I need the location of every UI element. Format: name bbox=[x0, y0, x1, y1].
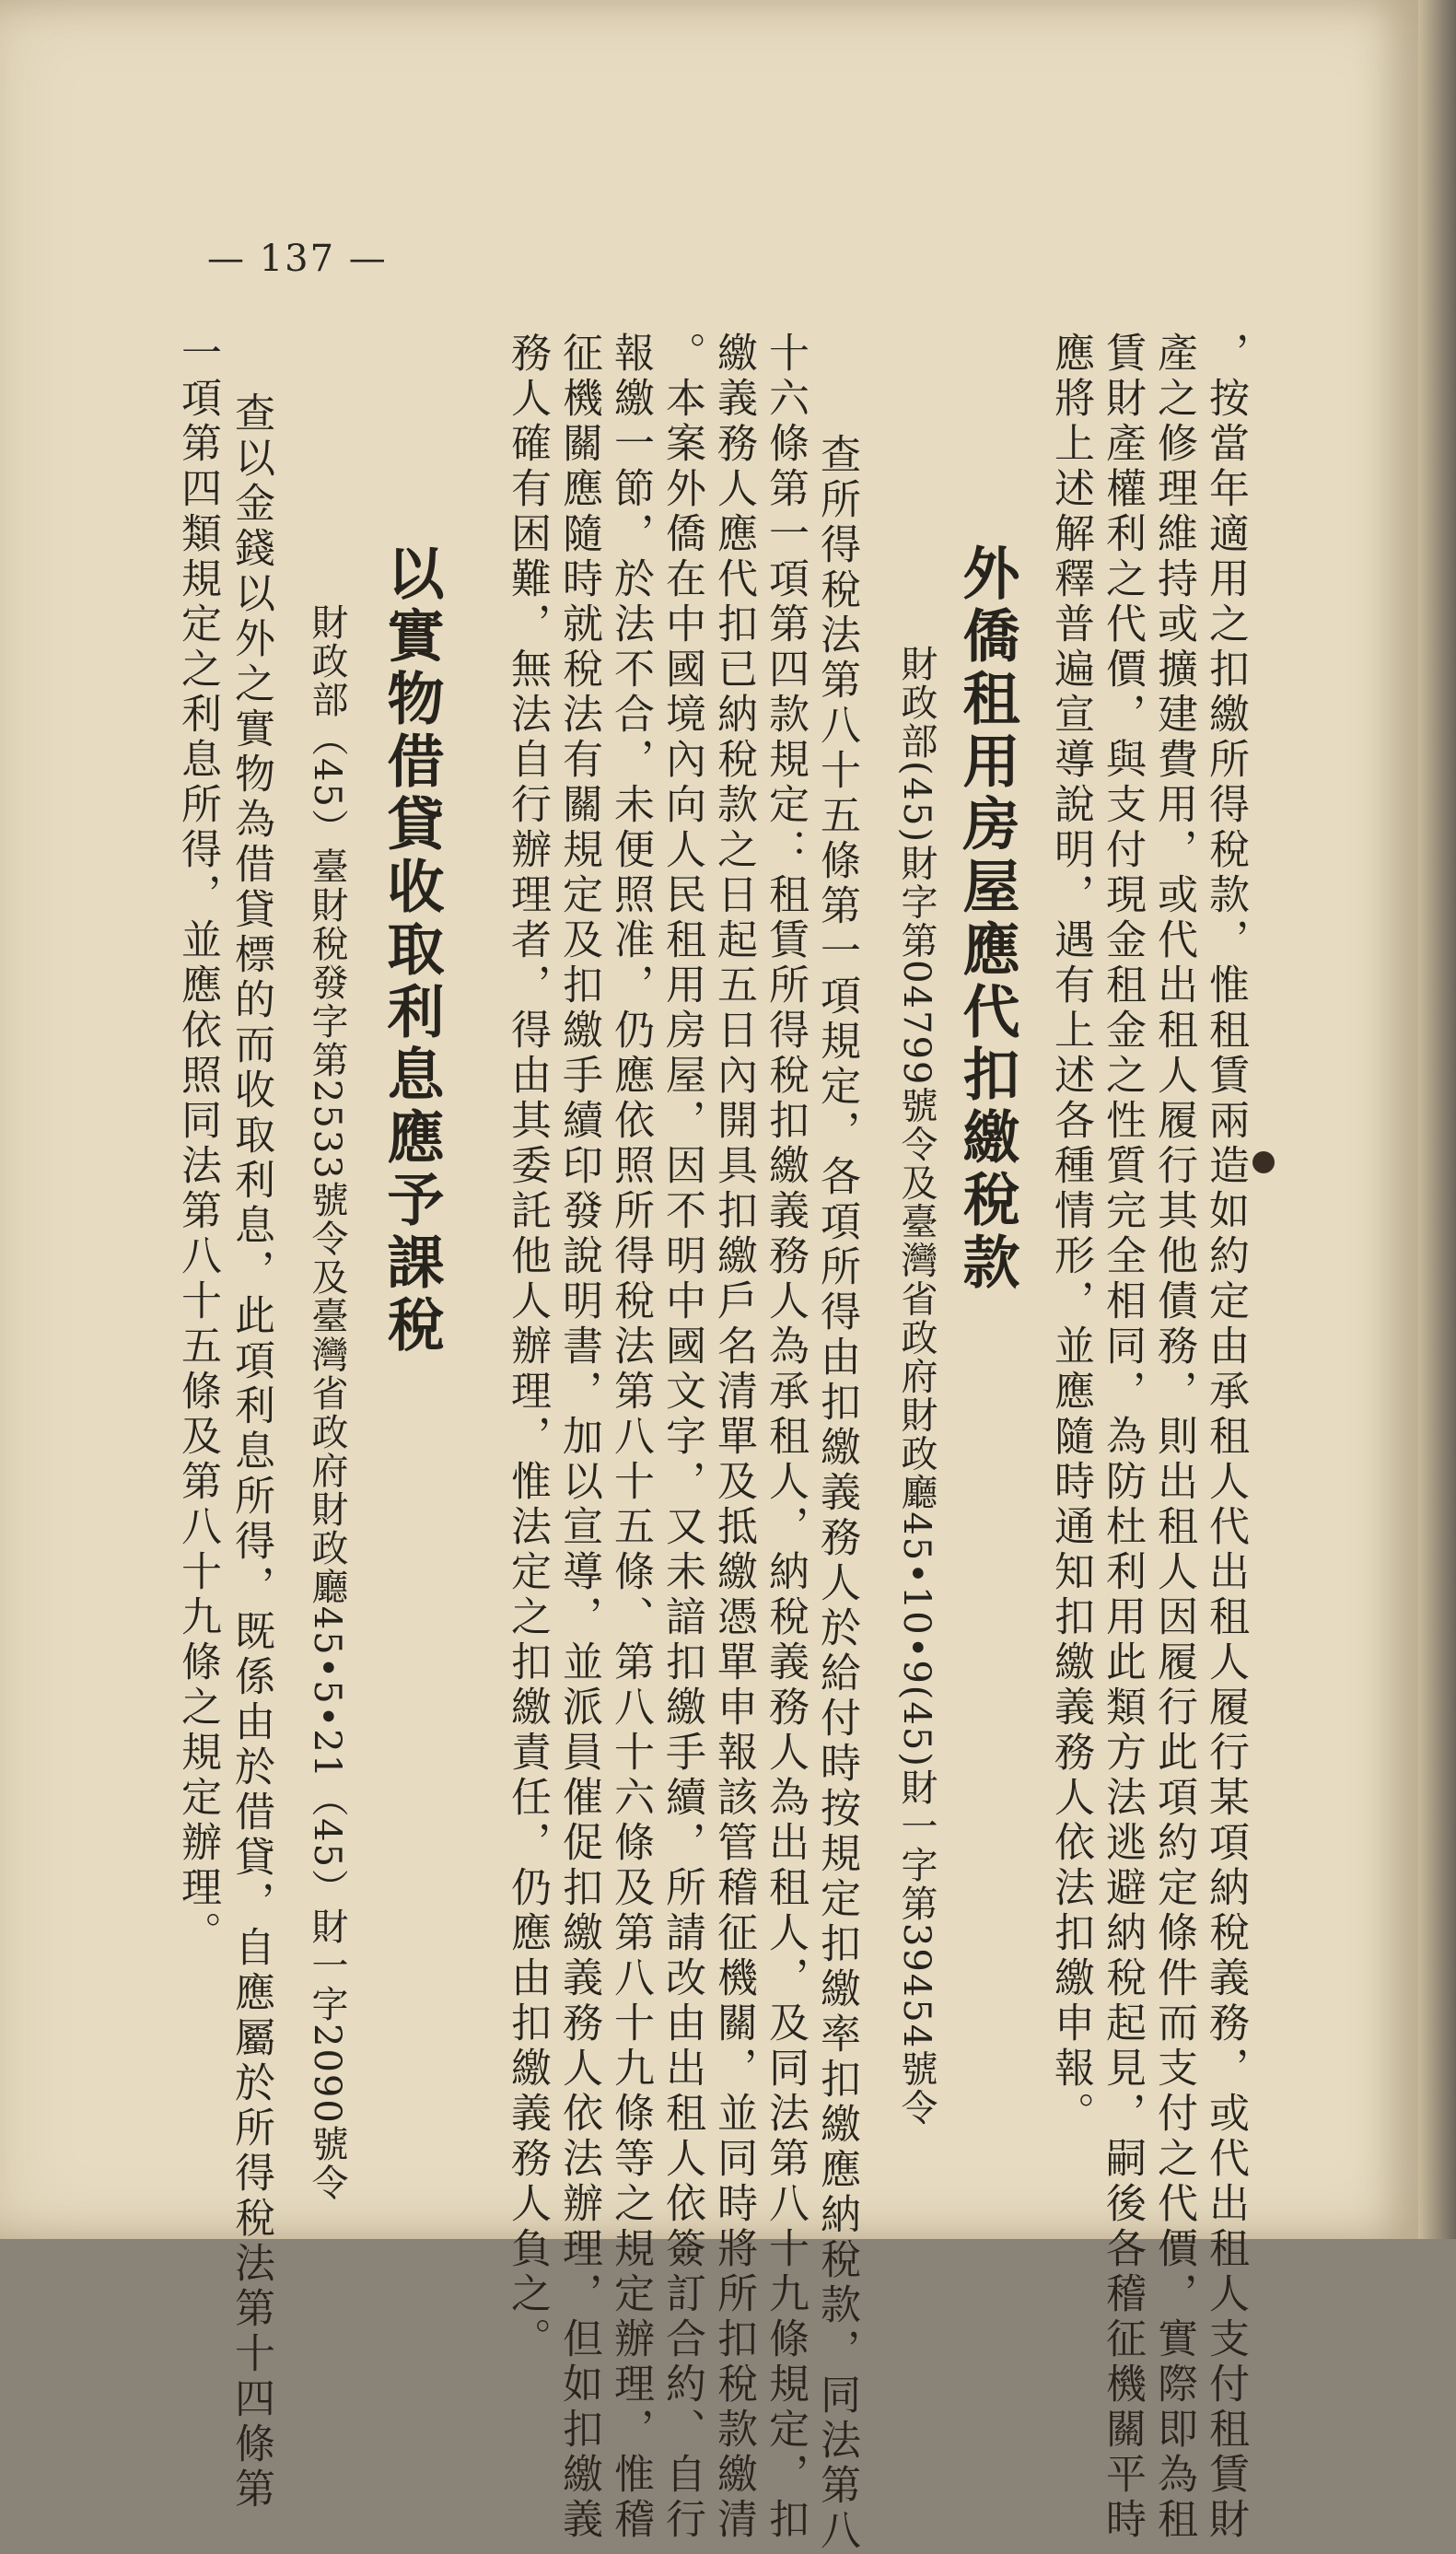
section-title: 外僑租用房屋應代扣繳稅款 bbox=[953, 543, 1020, 1295]
body-line: 。本案外僑在中國境內向人民租用房屋，因不明中國文字，又未諳扣繳手續，所請改由出租人依簽訂合約、自行 bbox=[658, 332, 705, 2543]
ink-stain bbox=[1252, 1151, 1275, 1173]
body-line: 征機關應隨時就稅法有關規定及扣繳手續印發說明書，加以宣導，並派員催促扣繳義務人依法辦理，但如扣繳義 bbox=[555, 332, 602, 2543]
continuation-line: 應將上述解釋普遍宣導說明，遇有上述各種情形，並應隨時通知扣繳義務人依法扣繳申報。 bbox=[1047, 332, 1094, 2137]
continuation-line: 產之修理維持或擴建費用，或代出租人履行其他債務，則出租人因履行此項約定條件而支付之代價，實際即為租 bbox=[1150, 332, 1197, 2543]
body-line: 報繳一節，於法不合，未便照准，仍應依照所得稅法第八十五條、第八十六條及第八十九條等之規定辦理，惟稽 bbox=[607, 332, 654, 2543]
body-line: 查以金錢以外之實物為借貸標的而收取利息，此項利息所得，既係由於借貸，自應屬於所得稅法第十四條第 bbox=[227, 391, 274, 2513]
body-line: 十六條第一項第四款規定：租賃所得稅扣繳義務人為承租人，納稅義務人為出租人，及同法第八十九條規定，扣 bbox=[762, 332, 809, 2543]
page-edge bbox=[1418, 0, 1456, 2239]
body-line: 一項第四類規定之利息所得，並應依照同法第八十五條及第八十九條之規定辦理。 bbox=[174, 332, 221, 1956]
body-line: 繳義務人應代扣已納稅款之日起五日內開具扣繳戶名清單及抵繳憑單申報該管稽征機關，並同時將所扣稅款繳清 bbox=[710, 332, 757, 2543]
continuation-line: 賃財產權利之代價，與支付現金租金之性質完全相同，為防杜利用此類方法逃避納稅起見，嗣後各稽征機關平時 bbox=[1099, 332, 1146, 2543]
body-line: 務人確有困難，無法自行辦理者，得由其委託他人辦理，惟法定之扣繳責任，仍應由扣繳義務人負之。 bbox=[504, 332, 551, 2362]
section-source: 財政部（45）臺財稅發字第2533號令及臺灣省政府財政廳45•5•21（45）財一字2090號令 bbox=[306, 603, 348, 2202]
section-source: 財政部(45)財字第04799號令及臺灣省政府財政廳45•10•9(45)財一字第39454號令 bbox=[895, 645, 938, 2128]
page-number: — 137 — bbox=[207, 238, 388, 280]
section-title: 以實物借貸收取利息應予課稅 bbox=[378, 543, 445, 1358]
continuation-line: ，按當年適用之扣繳所得稅款，惟租賃兩造如約定由承租人代出租人履行某項納稅義務，或代出租人支付租賃財 bbox=[1202, 332, 1249, 2543]
body-line: 查所得稅法第八十五條第一項規定，各項所得由扣繳義務人於給付時按規定扣繳率扣繳應納稅款，同法第八 bbox=[813, 433, 860, 2554]
